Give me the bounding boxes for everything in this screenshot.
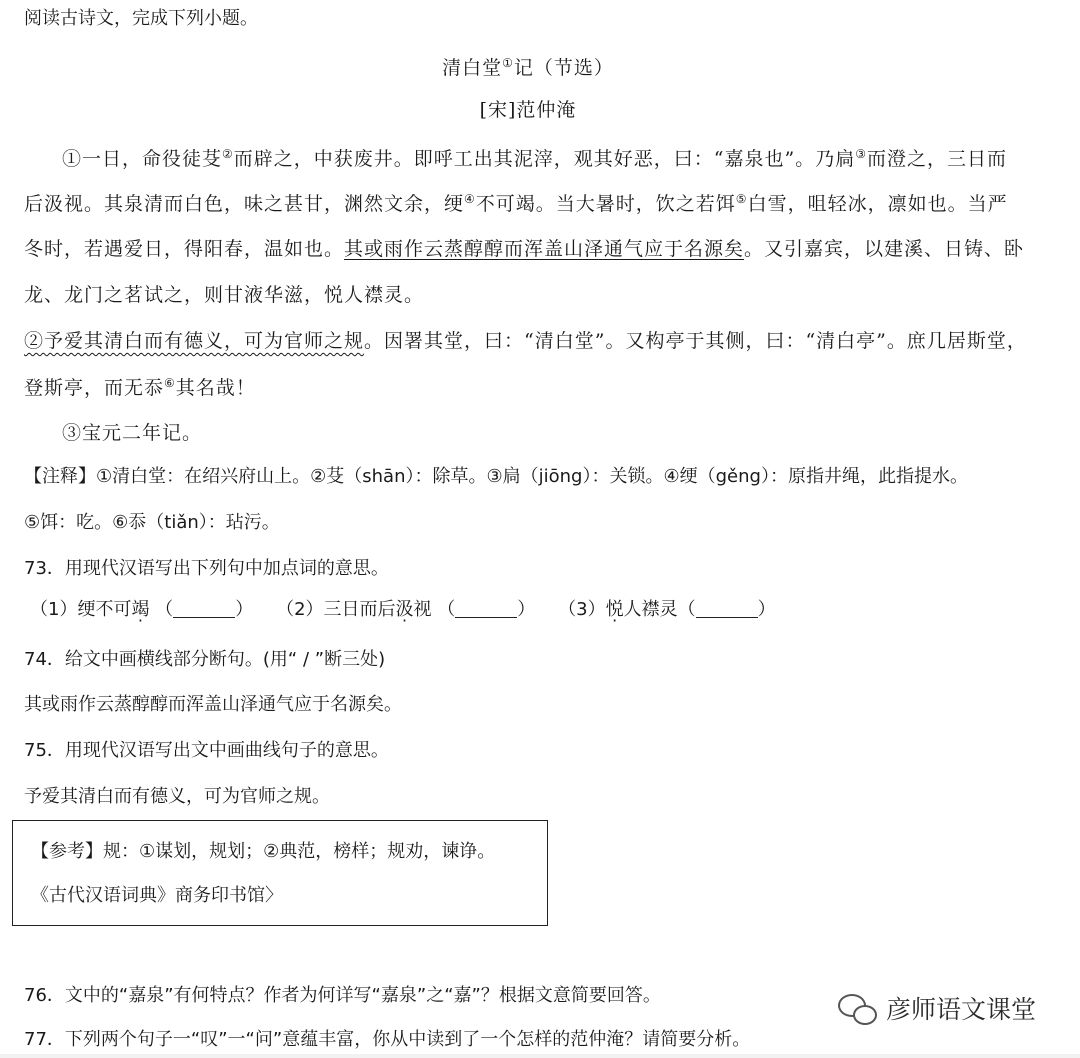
wavy-underlined-sentence: ②予爱其清白而有德义，可为官师之规 — [24, 330, 365, 352]
footnote-mark: ⑥ — [164, 376, 176, 390]
answer-blank-1[interactable] — [173, 601, 235, 618]
reference-line-2: 《古代汉语词典》商务印书馆〉 — [31, 885, 283, 906]
watermark-text: 彦师语文课堂 — [886, 995, 1037, 1024]
paragraph-2-line-1 — [24, 332, 1027, 351]
wechat-icon — [838, 992, 878, 1024]
item-text: （1）绠不可 — [30, 599, 132, 620]
footnote-mark: ③ — [855, 147, 867, 161]
item-text: 人襟灵（ — [623, 599, 696, 620]
paragraph-1-line-4: 龙、龙门之茗试之，则甘液华滋，悦人襟灵。 — [24, 284, 425, 306]
item-text: （3） — [558, 599, 606, 620]
item-text: ） — [517, 599, 536, 620]
text-run: 后汲视。其泉清而白色，味之甚甘，渊然文余，绠 — [24, 193, 465, 215]
question-76: 76．文中的“嘉泉”有何特点？作者为何详写“嘉泉”之“嘉”？根据文意简要回答。 — [24, 985, 661, 1006]
underlined-sentence: 其或雨作云蒸醇醇而浑盖山泽通气应于名源矣 — [344, 238, 745, 260]
dotted-word: 汲 — [395, 599, 414, 620]
footnote-mark: ② — [222, 147, 234, 161]
paragraph-1-line-2 — [24, 193, 1008, 214]
question-75-stem: 75．用现代汉语写出文中画曲线句子的意思。 — [24, 740, 389, 761]
text-run: 。又引嘉宾，以建溪、日铸、卧 — [744, 238, 1025, 260]
footnote-mark: ① — [502, 56, 514, 70]
paragraph-1-line-1 — [62, 148, 1007, 169]
text-run: 白雪，咀轻冰，凛如也。当严 — [747, 193, 1008, 215]
paragraph-1-line-3 — [24, 240, 1024, 259]
answer-blank-2[interactable] — [455, 601, 517, 618]
item-text: ） — [757, 599, 776, 620]
text-run: 不可竭。当大暑时，饮之若饵 — [475, 193, 736, 215]
question-73-items — [30, 601, 776, 619]
question-74-stem: 74．给文中画横线部分断句。(用“ / ”断三处) — [24, 649, 386, 670]
title-text: 清白堂 — [442, 57, 503, 79]
item-text: （ — [149, 599, 174, 620]
dotted-word: 竭 — [131, 599, 150, 620]
author-line: [宋]范仲淹 — [479, 99, 577, 121]
footnote-mark: ④ — [464, 192, 476, 206]
item-text: （2）三日而后 — [276, 599, 396, 620]
instruction: 阅读古诗文，完成下列小题。 — [24, 8, 258, 29]
reference-box — [12, 820, 548, 926]
question-74-text: 其或雨作云蒸醇醇而浑盖山泽通气应于名源矣。 — [24, 694, 402, 715]
text-run: 而辟之，中获废井。即呼工出其泥滓，观其好恶，曰：“嘉泉也”。乃扃 — [233, 148, 856, 170]
bottom-scroll-edge — [0, 1054, 1080, 1058]
text-run: 登斯亭，而无忝 — [24, 377, 165, 399]
footnote-mark: ⑤ — [735, 192, 748, 206]
answer-blank-3[interactable] — [696, 601, 758, 618]
paragraph-2-line-2 — [24, 377, 256, 398]
text-run: 。因署其堂，曰：“清白堂”。又构亭于其侧，曰：“清白亭”。庶几居斯堂， — [364, 330, 1027, 352]
text-run: 而澄之，三日而 — [866, 148, 1007, 170]
text-run: 冬时，若遇爱日，得阳春，温如也。 — [24, 238, 345, 260]
question-77: 77．下列两个句子一“叹”一“问”意蕴丰富，你从中读到了一个怎样的范仲淹？请简要分析。 — [24, 1029, 751, 1050]
paragraph-3: ③宝元二年记。 — [62, 422, 203, 444]
notes-line-2: ⑤饵：吃。⑥忝（tiǎn）：玷污。 — [24, 512, 280, 533]
text-run: 其名哉！ — [175, 377, 256, 399]
essay-title — [0, 57, 1056, 78]
watermark — [838, 990, 1036, 1026]
dotted-word: 悦 — [605, 599, 624, 620]
item-text: ） — [235, 599, 254, 620]
question-73-stem: 73．用现代汉语写出下列句中加点词的意思。 — [24, 558, 389, 579]
item-text: 视 （ — [413, 599, 456, 620]
question-75-text: 予爱其清白而有德义，可为官师之规。 — [24, 786, 330, 807]
reference-line-1: 【参考】规：①谋划，规划；②典范，榜样；规劝，谏诤。 — [31, 841, 496, 862]
title-suffix: 记（节选） — [513, 57, 614, 79]
text-run: ①一日，命役徒芟 — [62, 148, 223, 170]
notes-line-1: 【注释】①清白堂：在绍兴府山上。②芟（shān）：除草。③扃（jiōng）：关锁。④绠（gěng）：原指井绳，此指提水。 — [24, 466, 968, 487]
